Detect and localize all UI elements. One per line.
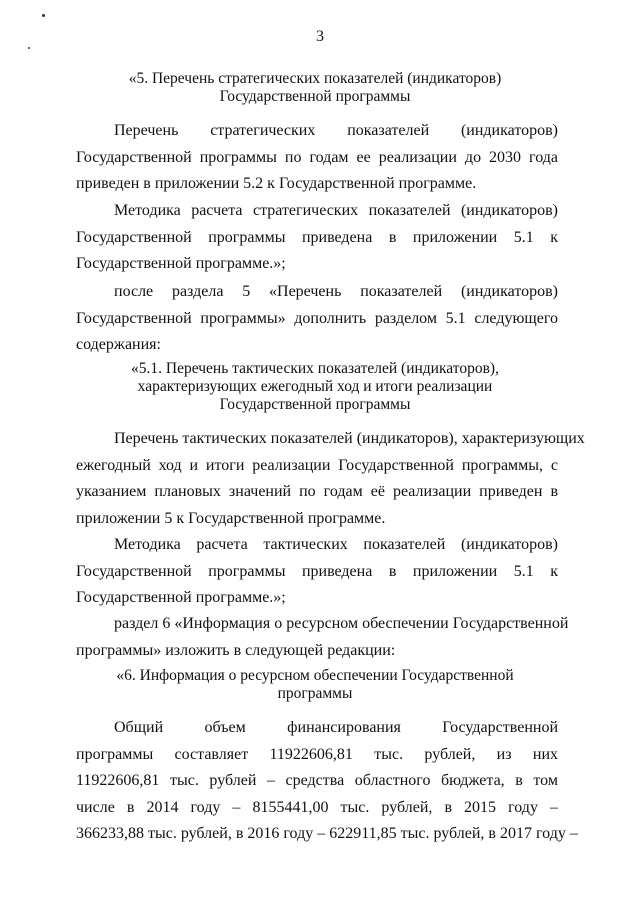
paragraph bbox=[76, 118, 558, 198]
text-line: 11922606,81 тыс. рублей – средства областного бюджета, в том bbox=[76, 772, 558, 789]
text-line: Государственной программы приведена в приложении 5.1 к bbox=[76, 228, 558, 246]
paragraph bbox=[76, 426, 585, 532]
text-line: приложении 5 к Государственной программе. bbox=[76, 509, 386, 527]
heading-line: Государственной программы bbox=[219, 396, 411, 413]
heading-line: «5.1. Перечень тактических показателей (индикаторов), bbox=[131, 360, 499, 377]
text-line: Государственной программе.»; bbox=[76, 589, 286, 606]
heading-line: характеризующих ежегодный ход и итоги реализации bbox=[137, 378, 493, 395]
paragraph bbox=[76, 198, 558, 278]
text-line: Государственной программы» дополнить разделом 5.1 следующего bbox=[76, 309, 558, 327]
heading-line: программы bbox=[277, 685, 353, 702]
scan-speck bbox=[28, 47, 30, 49]
text-line: Государственной программы приведена в приложении 5.1 к bbox=[76, 562, 558, 580]
text-line: Перечень стратегических показателей (индикаторов) bbox=[114, 122, 558, 139]
paragraph bbox=[76, 715, 578, 848]
text-line: Общий объем финансирования Государственной bbox=[114, 719, 558, 736]
text-line: программы» изложить в следующей редакции: bbox=[76, 641, 396, 659]
text-line: Государственной программе.»; bbox=[76, 255, 286, 272]
section-5-1-heading bbox=[60, 360, 570, 414]
paragraph bbox=[76, 532, 558, 612]
text-line: раздел 6 «Информация о ресурсном обеспечении Государственной bbox=[114, 615, 569, 632]
heading-line: «6. Информация о ресурсном обеспечении Государственной bbox=[116, 667, 514, 684]
text-line: программы составляет 11922606,81 тыс. рублей, из них bbox=[76, 745, 558, 763]
heading-line: «5. Перечень стратегических показателей (индикаторов) bbox=[128, 70, 502, 87]
page-number: 3 bbox=[316, 28, 324, 45]
text-line: после раздела 5 «Перечень показателей (индикаторов) bbox=[114, 283, 558, 300]
section-5-heading bbox=[60, 70, 570, 106]
paragraph bbox=[76, 279, 558, 359]
scan-speck bbox=[42, 14, 45, 17]
text-line: указанием плановых значений по годам её реализации приведен в bbox=[76, 483, 558, 500]
text-line: содержания: bbox=[76, 336, 161, 353]
heading-line: Государственной программы bbox=[219, 88, 411, 105]
text-line: числе в 2014 году – 8155441,00 тыс. рублей, в 2015 году – bbox=[76, 798, 558, 816]
text-line: Перечень тактических показателей (индикаторов), характеризующих bbox=[114, 430, 585, 447]
text-line: Методика расчета тактических показателей (индикаторов) bbox=[114, 536, 558, 553]
text-line: Методика расчета стратегических показателей (индикаторов) bbox=[114, 202, 558, 219]
text-line: приведен в приложении 5.2 к Государственной программе. bbox=[76, 175, 477, 192]
text-line: 366233,88 тыс. рублей, в 2016 году – 622911,85 тыс. рублей, в 2017 году – bbox=[76, 825, 578, 842]
text-line: ежегодный ход и итоги реализации Государственной программы, с bbox=[76, 456, 558, 474]
paragraph bbox=[76, 611, 569, 664]
text-line: Государственной программы по годам ее реализации до 2030 года bbox=[76, 148, 558, 166]
section-6-heading bbox=[60, 667, 570, 703]
